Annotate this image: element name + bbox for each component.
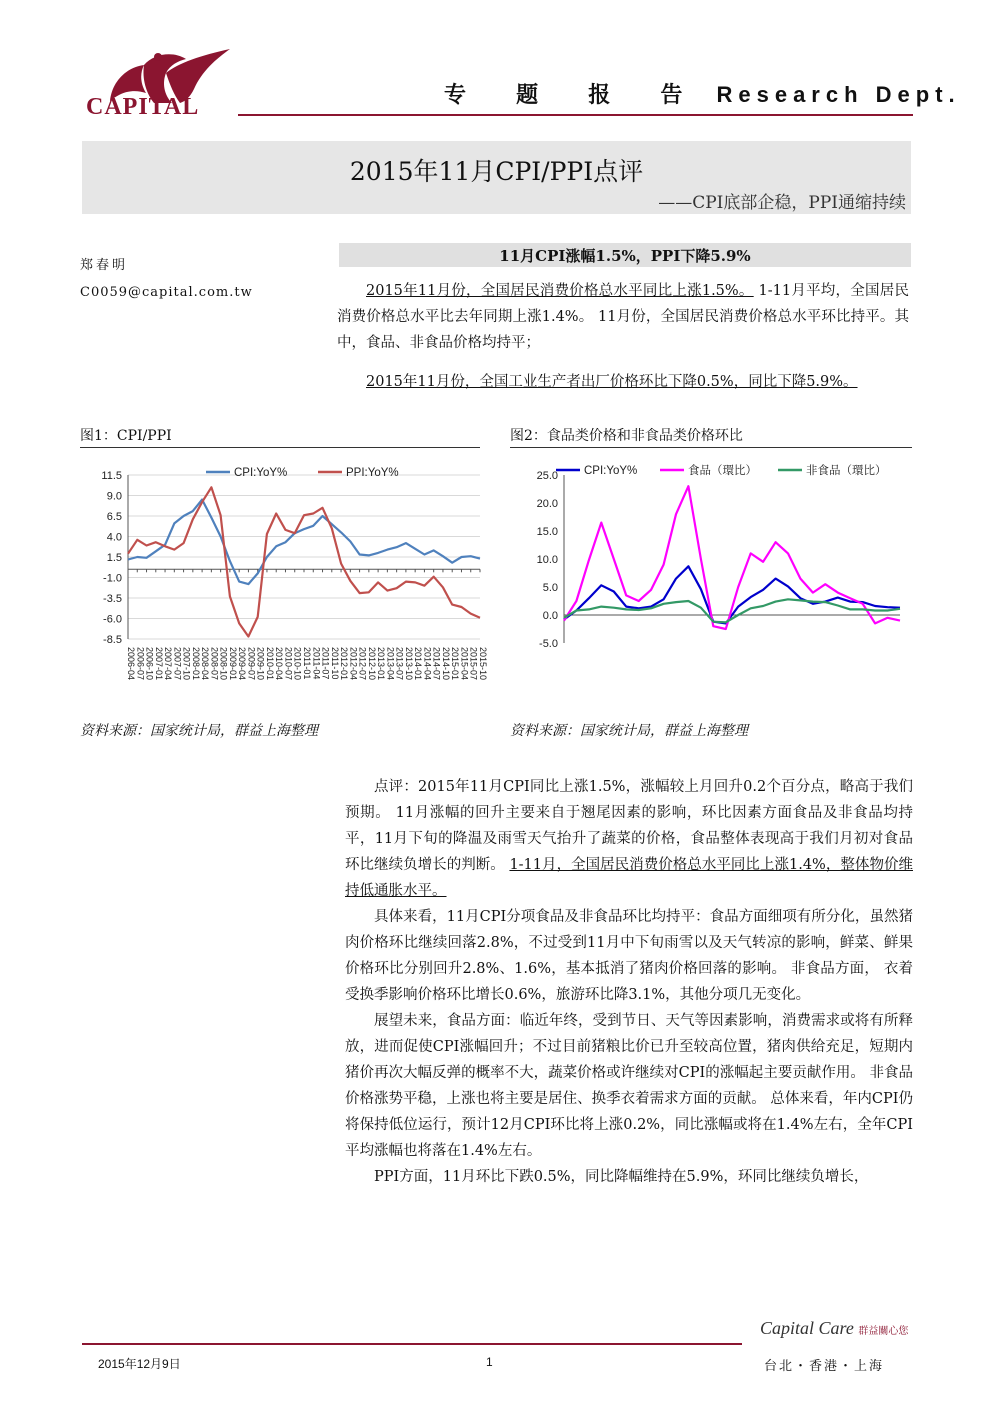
x-tick-label: 2008-01: [190, 647, 201, 681]
y-tick-label: -3.5: [103, 593, 122, 605]
legend-label: PPI:YoY%: [346, 467, 399, 479]
x-tick-label: 2013-04: [385, 647, 396, 681]
x-tick-label: 2012-07: [357, 647, 368, 681]
page-subtitle: ——CPI底部企稳，PPI通缩持续: [658, 193, 906, 213]
figure-1-rule: [80, 447, 480, 448]
summary-paragraph-1: [337, 278, 909, 356]
x-tick-label: 2015-04: [459, 647, 470, 681]
y-tick-label: 25.0: [536, 470, 558, 482]
footer-rule: [82, 1343, 742, 1345]
summary-paragraph-2: [337, 369, 909, 395]
food-nonfood-chart: [510, 455, 912, 710]
x-tick-label: 2007-01: [153, 647, 164, 681]
series-line: [128, 487, 480, 636]
footer-brand-cn: 群益關心您: [858, 1326, 909, 1337]
x-tick-label: 2009-04: [237, 647, 248, 681]
x-tick-label: 2012-04: [348, 647, 359, 681]
figure-1-source: 资料来源：国家统计局，群益上海整理: [80, 723, 318, 739]
commentary-p1a: 点评：2015年11月CPI同比上涨1.5%，涨幅较上月回升0.2个百分点，略高于我们预期。 11月涨幅的回升主要来自于翘尾因素的影响，环比因素方面食品及非食品均持平，11月下旬的降温及雨雪天气抬升了蔬菜的价格，食品整体表现高于我们月初对食品环比继续负增长的判断。: [345, 779, 913, 873]
y-tick-label: 6.5: [106, 511, 122, 523]
figure-2-caption: 图2：食品类价格和非食品类价格环比: [510, 428, 743, 444]
x-tick-label: 2007-04: [163, 647, 174, 681]
x-tick-label: 2010-07: [283, 647, 294, 681]
commentary-paragraph-2: 具体来看，11月CPI分项食品及非食品环比均持平：食品方面细项有所分化，虽然猪肉价格环比继续回落2.8%，不过受到11月中下旬雨雪以及天气转凉的影响，鲜菜、鲜果价格环比分别回升2.8%、1.6%，基本抵消了猪肉价格回落的影响。 非食品方面， 衣着受换季影响价格环比增长0.6%，旅游环比降3.1%，其他分项几无变化。: [345, 909, 913, 1003]
y-tick-label: -5.0: [539, 638, 558, 650]
y-tick-label: 10.0: [536, 554, 558, 566]
y-tick-label: -6.0: [103, 613, 122, 626]
x-tick-label: 2010-10: [292, 647, 303, 681]
x-tick-label: 2008-07: [209, 647, 220, 681]
y-tick-label: 5.0: [542, 582, 558, 594]
x-tick-label: 2012-10: [366, 647, 377, 681]
x-tick-label: 2012-01: [339, 647, 350, 681]
x-tick-label: 2013-01: [376, 647, 387, 681]
author-email: C0059@capital.com.tw: [80, 285, 253, 300]
y-tick-label: -1.0: [103, 572, 122, 585]
x-tick-label: 2008-10: [218, 647, 229, 681]
commentary-paragraph-1: [345, 774, 913, 904]
x-tick-label: 2009-07: [246, 647, 257, 681]
x-tick-label: 2014-04: [422, 647, 433, 681]
x-tick-label: 2011-10: [329, 647, 340, 680]
x-tick-label: 2015-10: [478, 647, 488, 681]
legend-label: CPI:YoY%: [234, 467, 288, 479]
x-tick-label: 2009-01: [227, 647, 238, 681]
x-tick-label: 2008-04: [200, 647, 211, 681]
footer-cities: 台北・香港・上海: [764, 1359, 885, 1374]
legend-label: 非食品（環比）: [806, 465, 887, 477]
x-tick-label: 2015-07: [468, 647, 479, 681]
x-tick-label: 2006-10: [144, 647, 155, 681]
x-tick-label: 2013-10: [403, 647, 414, 681]
y-tick-label: -8.5: [103, 634, 122, 646]
commentary-paragraph-3: 展望未来，食品方面：临近年终，受到节日、天气等因素影响，消费需求或将有所释放，进而促使CPI涨幅回升；不过目前猪粮比价已升至较高位置，猪肉供给充足，短期内猪价再次大幅反弹的概率不大，蔬菜价格或许继续对CPI的涨幅起主要贡献作用。 非食品价格涨势平稳，上涨也将主要是居住、换季衣着需求方面的贡献。 总体来看，年内CPI仍将保持低位运行，预计12月CPI环比将上涨0.2%，同比涨幅或将在1.4%左右，全年CPI平均涨幅也将落在1.4%左右。: [345, 1013, 913, 1159]
summary-heading: 11月CPI涨幅1.5%，PPI下降5.9%: [499, 247, 751, 265]
y-tick-label: 20.0: [536, 498, 558, 510]
report-type-title: [444, 78, 961, 109]
y-tick-label: 1.5: [106, 552, 122, 564]
x-tick-label: 2013-07: [394, 647, 405, 681]
page-number: 1: [486, 1355, 493, 1369]
figure-1-caption: 图1：CPI/PPI: [80, 428, 172, 444]
logo-text: CAPITAL: [86, 94, 200, 120]
figure-2-rule: [510, 447, 912, 448]
x-tick-label: 2007-10: [181, 647, 192, 681]
footer-brand-name: Capital Care: [760, 1318, 854, 1338]
x-tick-label: 2011-01: [302, 647, 312, 680]
x-tick-label: 2006-07: [135, 647, 146, 681]
report-type-cn: 专 题 报 告: [444, 82, 705, 107]
commentary-body: [345, 774, 913, 1190]
x-tick-label: 2011-07: [320, 647, 331, 680]
summary-p2-text: 2015年11月份，全国工业生产者出厂价格环比下降0.5%，同比下降5.9%。: [366, 374, 858, 390]
footer-brand: [760, 1318, 908, 1339]
y-tick-label: 11.5: [101, 470, 122, 482]
x-tick-label: 2014-10: [440, 647, 451, 681]
y-tick-label: 0.0: [542, 610, 558, 622]
x-tick-label: 2006-04: [126, 647, 136, 681]
commentary-p1b-underlined: 1-11月，全国居民消费价格总水平同比上涨1.4%，整体物价维持低通胀水平。: [345, 857, 913, 899]
y-tick-label: 15.0: [536, 526, 558, 538]
y-tick-label: 4.0: [106, 531, 122, 544]
x-tick-label: 2011-04: [311, 647, 322, 680]
footer-date: 2015年12月9日: [98, 1357, 181, 1371]
report-type-en: Research Dept.: [716, 82, 961, 107]
figure-2-source: 资料来源：国家统计局，群益上海整理: [510, 723, 748, 739]
author-name: 郑春明: [80, 258, 129, 273]
x-tick-label: 2010-01: [264, 647, 275, 681]
x-tick-label: 2010-04: [274, 647, 285, 681]
summary-p1-rest: 1-11月平均，全国居民消费价格总水平比去年同期上涨1.4%。 11月份，全国居民消费价格总水平环比持平。其中，食品、非食品价格均持平；: [337, 283, 909, 351]
y-tick-label: 9.0: [106, 490, 122, 503]
legend-label: CPI:YoY%: [584, 465, 638, 477]
page-title: 2015年11月CPI/PPI点评: [349, 157, 644, 186]
x-tick-label: 2014-07: [431, 647, 442, 681]
x-tick-label: 2015-01: [450, 647, 461, 681]
commentary-paragraph-4: PPI方面，11月环比下跌0.5%，同比降幅维持在5.9%，环同比继续负增长，: [374, 1169, 869, 1185]
x-tick-label: 2007-07: [172, 647, 183, 681]
header-rule: [238, 114, 913, 116]
x-tick-label: 2009-10: [255, 647, 266, 681]
x-tick-label: 2014-01: [413, 647, 424, 681]
legend-label: 食品（環比）: [688, 465, 757, 477]
summary-p1-underlined: 2015年11月份，全国居民消费价格总水平同比上涨1.5%。: [366, 283, 754, 299]
cpi-ppi-chart: [80, 455, 488, 710]
